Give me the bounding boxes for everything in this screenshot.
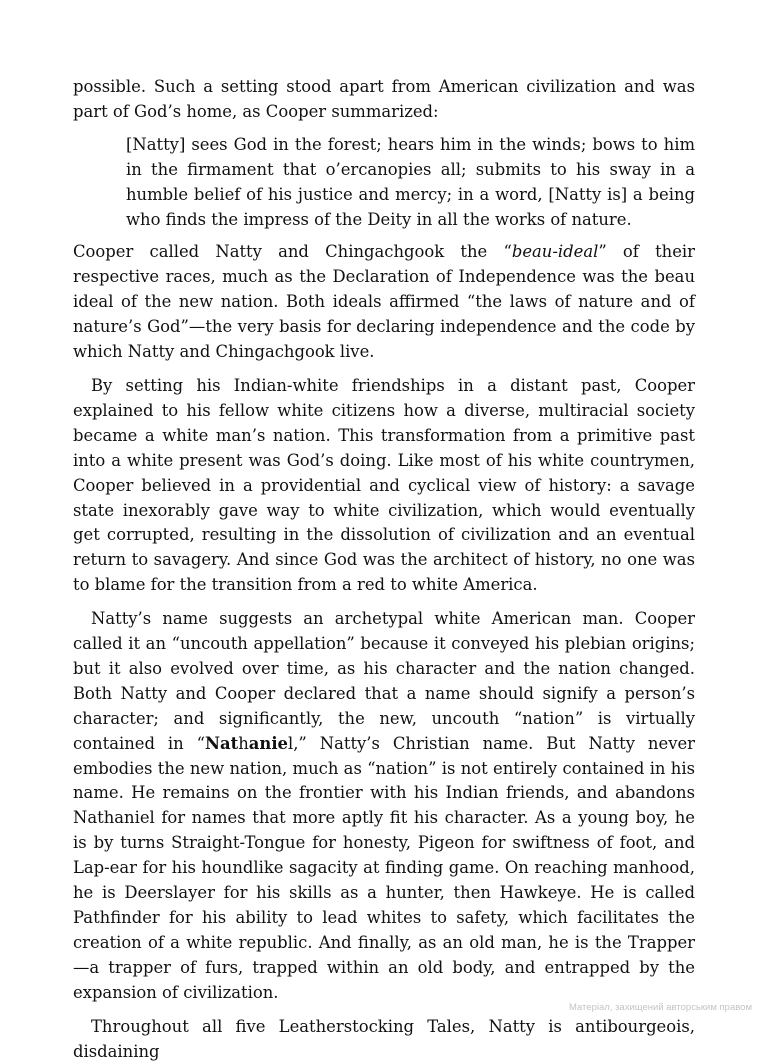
paragraph — [73, 240, 695, 365]
text-run: l,” Natty’s Christian name. But Natty never embodies the new nation, much as “nation” is not entirely contained in his name. He remains on the frontier with his Indian friends, and abandons Nathaniel for names that more aptly fit his character. As a young boy, he is by turns Straight-Tongue for honesty, Pigeon for swiftness of foot, and Lap-ear for his houndlike sagacity at finding game. On reaching manhood, he is Deerslayer for his skills as a hunter, then Hawkeye. He is called Pathfinder for his ability to lead whites to safety, which facilitates the creation of a white republic. And finally, as an old man, he is the Trapper—a trapper of furs, trapped within an old body, and entrapped by the expansion of civilization. — [73, 733, 695, 1002]
paragraph — [73, 607, 695, 1006]
paragraph — [73, 374, 695, 598]
paragraph — [73, 1015, 695, 1064]
page-body — [73, 75, 695, 1064]
bold-text: Nat — [205, 733, 239, 753]
text-run: h — [238, 733, 249, 753]
text-run: Natty’s name suggests an archetypal white American man. Cooper called it an “uncouth appellation” because it conveyed his plebian origins; but it also evolved over time, as his character and the nation changed. Both Natty and Cooper declared that a name should signify a person’s character; and significantly, the new, uncouth “nation” is virtually contained in “ — [73, 609, 695, 753]
paragraph — [73, 75, 695, 125]
text-run: By setting his Indian-white friendships in a distant past, Cooper explained to his fellow white citizens how a diverse, multiracial society became a white man’s nation. This transformation from a primitive past into a white present was God’s doing. Like most of his white countrymen, Cooper believed in a providential and cyclical view of history: a savage state inexorably gave way to white civilization, which would eventually get corrupted, resulting in the dissolution of civilization and an eventual return to savagery. And since God was the architect of history, no one was to blame for the transition from a red to white America. — [73, 375, 695, 595]
text-run: possible. Such a setting stood apart from American civilization and was part of God’s home, as Cooper summarized: — [73, 77, 695, 121]
text-run: ” of their respective races, much as the Declaration of Independence was the beau ideal of the new nation. Both ideals affirmed “the laws of nature and of nature’s God”—the very basis for declaring independence and the code by which Natty and Chingachgook live. — [73, 242, 695, 362]
text-run: Cooper called Natty and Chingachgook the “ — [73, 242, 512, 262]
text-run: [Natty] sees God in the forest; hears him in the winds; bows to him in the firmament that o’ercanopies all; submits to his sway in a humble belief of his justice and mercy; in a word, [Natty is] a being who finds the impress of the Deity in all the works of nature. — [126, 134, 695, 229]
text-run: Throughout all five Leatherstocking Tales, Natty is antibourgeois, disdaining — [73, 1016, 695, 1061]
block-quote — [126, 133, 695, 233]
copyright-watermark: Матеріал, захищений авторським правом — [568, 1002, 752, 1013]
bold-text: anie — [248, 733, 288, 753]
italic-text: beau-ideal — [511, 242, 599, 262]
